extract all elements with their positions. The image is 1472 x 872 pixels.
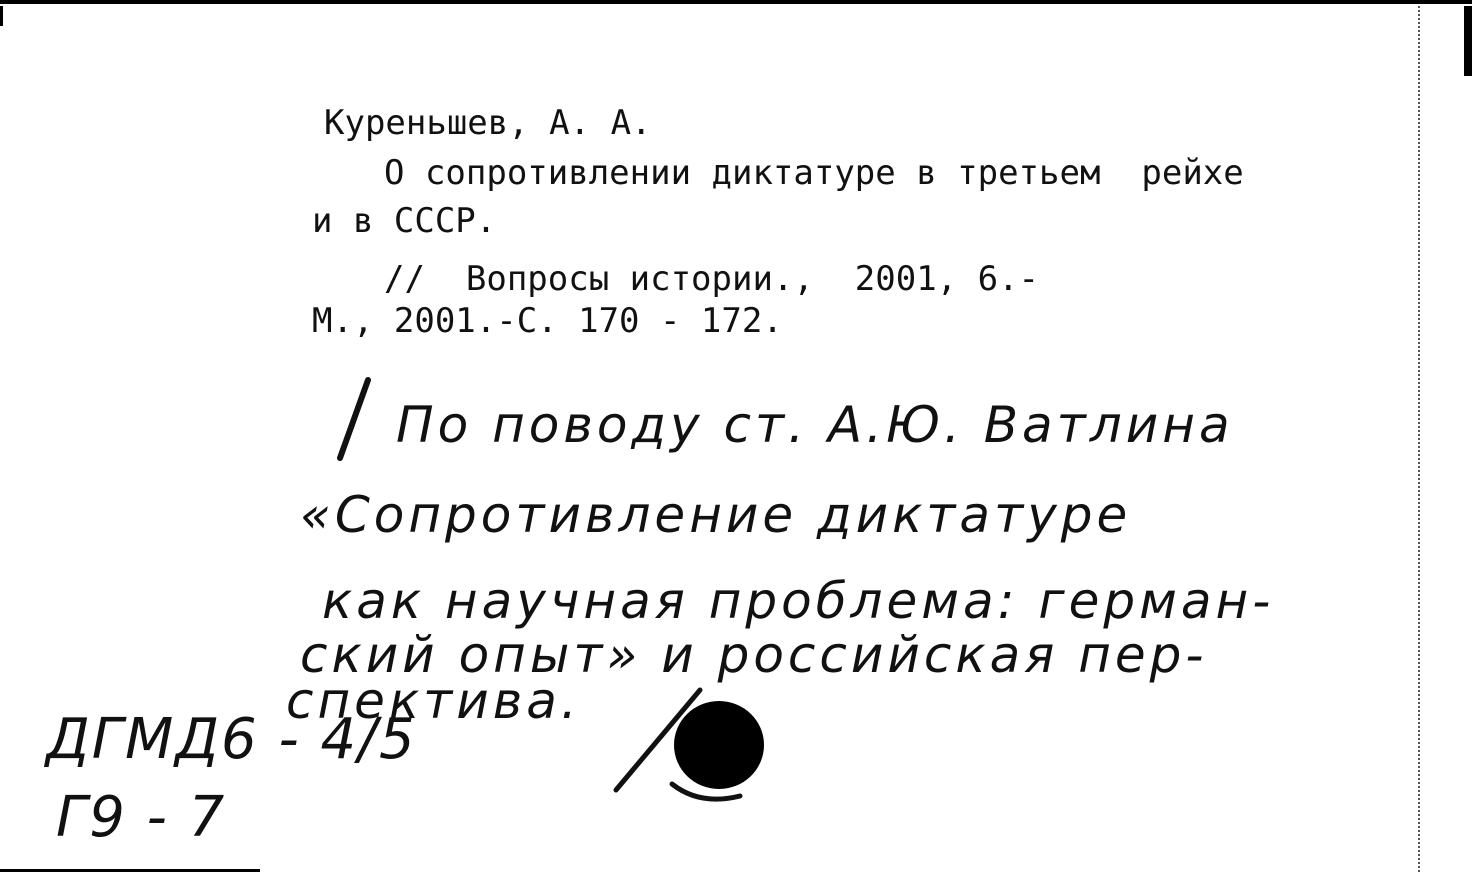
handwritten-line-4: ский опыт» и российская пер-: [300, 626, 1208, 684]
handwritten-line-1: По поводу ст. А.Ю. Ватлина: [396, 396, 1234, 454]
source-line-1: // Вопросы истории., 2001, 6.-: [384, 259, 1040, 299]
edge-mark: [1464, 6, 1472, 76]
opening-slash-stroke: [340, 380, 368, 458]
edge-mark: [0, 6, 3, 26]
card-edge-dotted-line: [1418, 6, 1420, 872]
punch-hole: [674, 701, 764, 789]
top-border: [0, 0, 1472, 4]
handwritten-line-2: «Сопротивление диктатуре: [300, 486, 1132, 544]
shelf-code-line-2: Г9 - 7: [56, 785, 227, 850]
handwritten-line-5: спектива.: [286, 672, 581, 730]
author-name: Куреньшев, А. А.: [324, 103, 652, 143]
title-line-2: и в СССР.: [312, 201, 497, 241]
source-line-2: М., 2001.-С. 170 - 172.: [312, 301, 783, 341]
shelf-code-line-1: ДГМД6 - 4/5: [46, 707, 417, 772]
title-line-1: О сопротивлении диктатуре в третьем рейхе: [384, 153, 1244, 193]
handwritten-line-3: как научная проблема: герман-: [322, 572, 1275, 630]
